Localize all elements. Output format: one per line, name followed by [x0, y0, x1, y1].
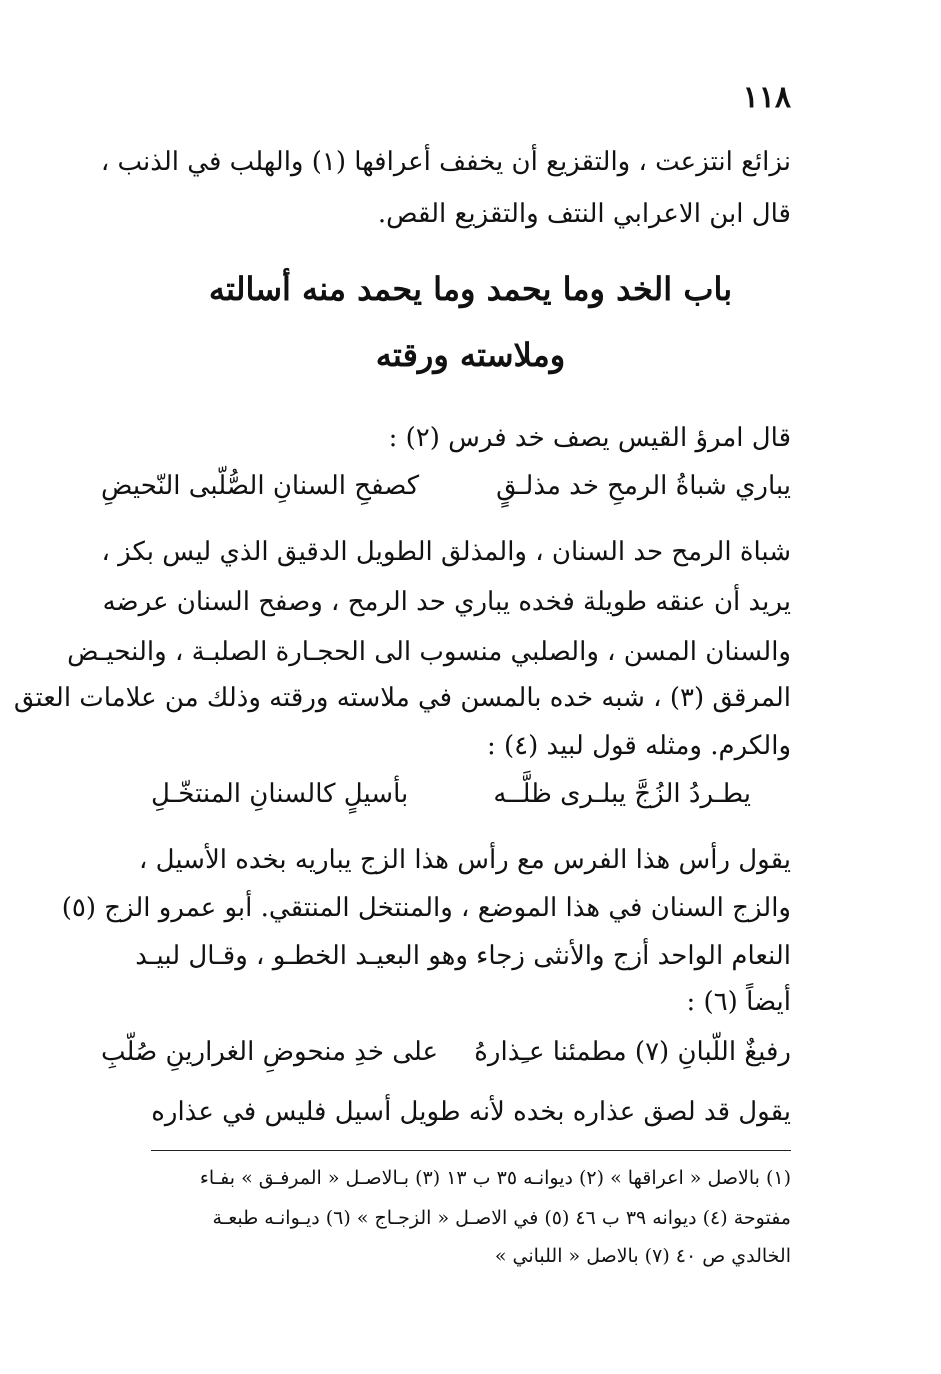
footnote-line: الخالدي ص ٤٠ (٧) بالاصل « اللباني »: [494, 1245, 791, 1267]
verse-line: [101, 1032, 791, 1072]
section-heading: باب الخد وما يحمد وما يحمد منه أسالته: [208, 270, 733, 308]
text-line: أيضاً (٦) :: [686, 987, 791, 1017]
verse-line: [101, 466, 791, 506]
verse-line: [151, 774, 751, 814]
text-line: نزائع انتزعت ، والتقزيع أن يخفف أعرافها (١) والهلب في الذنب ،: [100, 147, 791, 177]
verse-hemistich-first: يطـردُ الزُجَّ يبلـرى ظلَّــه: [493, 779, 751, 809]
text-line: يقول رأس هذا الفرس مع رأس هذا الزج يباريه بخده الأسيل ،: [138, 845, 791, 875]
text-line: والزج السنان في هذا الموضع ، والمنتخل المنتقي. أبو عمرو الزج (٥): [61, 893, 791, 923]
verse-hemistich-first: رفيغٌ اللّبانِ (٧) مطمئنا عـِذارهُ: [474, 1037, 791, 1067]
text-line: والكرم. ومثله قول لبيد (٤) :: [487, 731, 791, 761]
text-line: شباة الرمح حد السنان ، والمذلق الطويل الدقيق الذي ليس بكز ،: [101, 537, 791, 567]
verse-hemistich-second: كصفحِ السنانِ الصُّلّبى النّحيضِ: [101, 471, 420, 501]
verse-hemistich-second: بأسيلٍ كالسنانِ المنتخّـلِ: [151, 779, 409, 809]
footnote-line: مفتوحة (٤) ديوانه ٣٩ ب ٤٦ (٥) في الاصـل « الزجـاج » (٦) ديـوانـه طبعـة: [212, 1207, 791, 1229]
verse-intro: قال امرؤ القيس يصف خد فرس (٢) :: [388, 423, 791, 453]
footnote-divider: [151, 1150, 791, 1151]
footnote-line: (١) بالاصل « اعراقها » (٢) ديوانـه ٣٥ ب ١٣ (٣) بـالاصـل « المرفـق » بفـاء: [199, 1167, 791, 1189]
text-line: والسنان المسن ، والصلبي منسوب الى الحجـارة الصلبـة ، والنحيـض: [67, 637, 791, 667]
text-line: يقول قد لصق عذاره بخده لأنه طويل أسيل فليس في عذاره: [151, 1097, 791, 1127]
text-line: يريد أن عنقه طويلة فخده يباري حد الرمح ، وصفح السنان عرضه: [102, 587, 791, 617]
verse-hemistich-second: على خدِ منحوضِ الغرارينِ صُلّبِ: [101, 1037, 439, 1067]
page-number: ١١٨: [742, 80, 791, 115]
section-heading: وملاسته ورقته: [375, 336, 566, 374]
text-line: النعام الواحد أزج والأنثى زجاء وهو البعيـد الخطـو ، وقـال لبيـد: [135, 941, 791, 971]
verse-hemistich-first: يباري شباةُ الرمحِ خد مذلـقٍ: [496, 471, 791, 501]
text-line: قال ابن الاعرابي النتف والتقزيع القص.: [377, 199, 791, 229]
text-line: المرقق (٣) ، شبه خده بالمسن في ملاسته ورقته وذلك من علامات العتق: [13, 683, 791, 713]
